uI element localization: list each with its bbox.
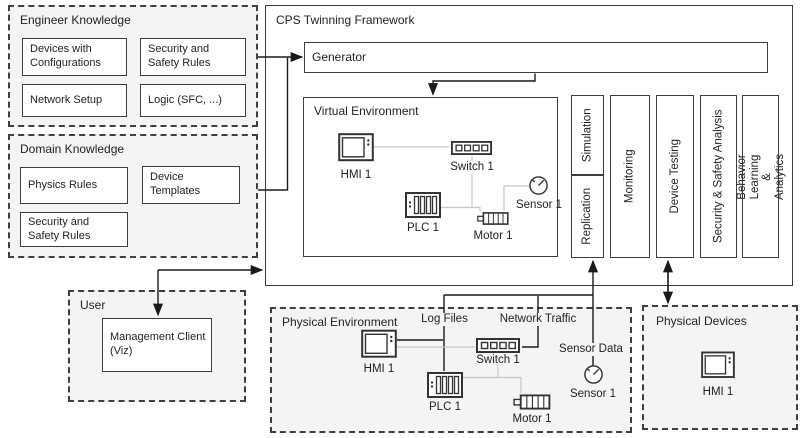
pd-hmi-label: HMI 1	[702, 386, 734, 398]
plc-icon	[427, 372, 463, 398]
ve-sensor-label: Sensor 1	[515, 199, 563, 211]
link-pe-plc-motor	[463, 378, 521, 394]
pe-plc-label: PLC 1	[429, 401, 461, 413]
ve-plc-label: PLC 1	[407, 222, 439, 234]
physical-environment-title: Physical Environment	[282, 315, 398, 329]
physics-rules-box: Physics Rules	[20, 167, 128, 204]
replication-column: Replication	[571, 175, 604, 258]
motor-icon	[512, 394, 552, 410]
engineer-knowledge-title: Engineer Knowledge	[20, 13, 131, 27]
ve-switch-label: Switch 1	[448, 161, 496, 174]
sensor-data-label: Sensor Data	[555, 343, 627, 356]
domain-knowledge-title: Domain Knowledge	[20, 142, 125, 156]
device-testing-column: Device Testing	[656, 95, 694, 258]
hmi-icon	[338, 133, 374, 163]
management-client-box: Management Client (Viz)	[102, 318, 212, 372]
security-safety-analysis-column: Security & Safety Analysis	[700, 95, 737, 258]
network-setup-box: Network Setup	[22, 84, 127, 117]
plc-icon	[405, 192, 441, 218]
device-templates-box: Device Templates	[142, 166, 240, 204]
hmi-icon	[701, 350, 735, 381]
security-safety-rules-box: Security and Safety Rules	[140, 38, 246, 76]
logic-sfc-box: Logic (SFC, ...)	[140, 84, 246, 117]
behavior-learning-analytics-column: Behavior Learning & Analytics	[742, 95, 779, 258]
motor-icon	[477, 211, 509, 226]
generator-box: Generator	[304, 42, 768, 73]
ve-hmi-label: HMI 1	[340, 169, 372, 181]
physical-devices-title: Physical Devices	[656, 314, 747, 328]
line-domain-to-generator	[258, 58, 288, 190]
cps-framework-title: CPS Twinning Framework	[276, 13, 415, 27]
log-files-label: Log Files	[417, 313, 472, 326]
switch-icon	[476, 338, 520, 353]
pe-motor-label: Motor 1	[512, 413, 552, 425]
pe-sensor-label: Sensor 1	[569, 388, 617, 400]
sensor-icon	[528, 175, 549, 196]
pe-switch-label: Switch 1	[473, 354, 523, 367]
sensor-icon	[583, 364, 604, 385]
devices-with-configurations-box: Devices with Configurations	[22, 38, 127, 76]
arrow-generator-to-virtual-env	[433, 74, 535, 95]
switch-icon	[450, 141, 493, 155]
security-safety-rules-box-2: Security and Safety Rules	[20, 212, 128, 247]
simulation-column: Simulation	[571, 95, 604, 175]
hmi-icon	[361, 329, 397, 360]
link-ve-plc-motor	[441, 208, 480, 212]
virtual-environment-title: Virtual Environment	[314, 104, 419, 118]
user-title: User	[80, 298, 106, 312]
monitoring-column: Monitoring	[610, 95, 650, 258]
ve-motor-label: Motor 1	[473, 230, 513, 242]
pe-hmi-label: HMI 1	[363, 363, 395, 375]
network-traffic-label: Network Traffic	[492, 313, 584, 326]
